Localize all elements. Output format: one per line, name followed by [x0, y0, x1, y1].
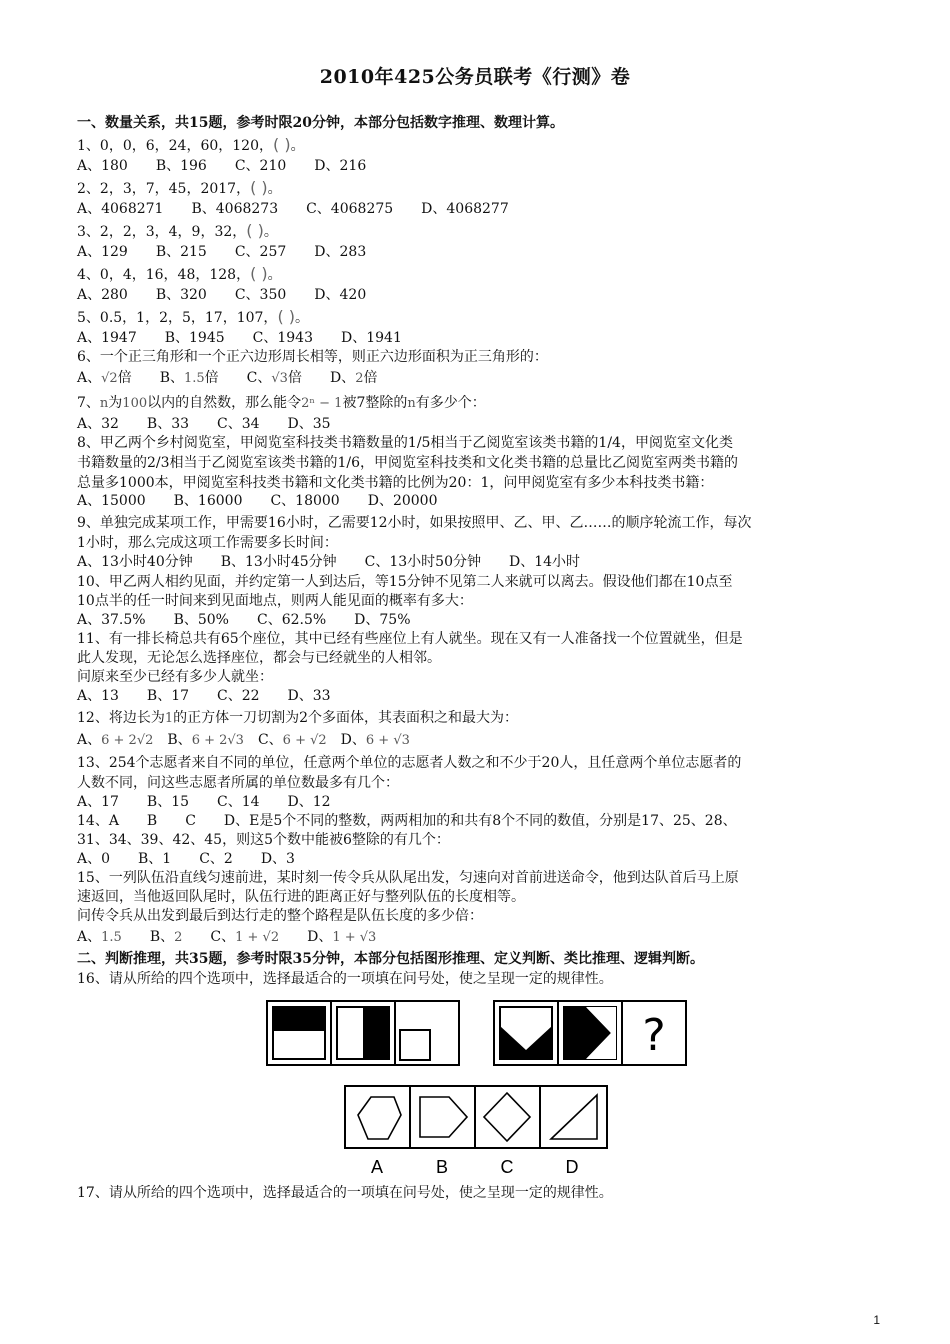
- option-unit: 倍: [363, 370, 378, 386]
- question-15-options: [77, 928, 376, 947]
- option-unit: 倍: [287, 370, 302, 386]
- text-segment: 12、将边长为: [77, 710, 165, 726]
- option-value-math: √2: [101, 371, 118, 386]
- figure-group-2: [494, 1001, 686, 1065]
- question-3-text: 3、2，2，3，4，9，32，: [77, 224, 247, 240]
- question-13-line-2: 人数不同，问这些志愿者所属的单位数最多有几个：: [77, 775, 399, 791]
- question-17: 17、请从所给的四个选项中，选择最适合的一项填在问号处，使之呈现一定的规律性。: [77, 1185, 613, 1201]
- question-10-line-2: 10点半的任一时间来到见面地点，则两人能见面的概率有多大：: [77, 593, 473, 609]
- question-15-line-1: 15、一列队伍沿直线匀速前进，某时刻一传令兵从队尾出发，匀速向对首前进送命令，他到达队首后马上原: [77, 870, 739, 886]
- question-15-line-2: 速返回，当他返回队尾时，队伍行进的距离正好与整列队伍的长度相等。: [77, 889, 525, 905]
- question-10-line-1: 10、甲乙两人相约见面，并约定第一人到达后，等15分钟不见第二人来就可以离去。假设他们都在10点至: [77, 574, 733, 590]
- question-14-line-2: 31、34、39、42、45，则这5个数中能被6整除的有几个：: [77, 832, 450, 848]
- option-label: C、: [257, 732, 283, 748]
- option-label-d: D: [565, 1157, 579, 1177]
- period: 。: [290, 138, 305, 154]
- question-14-options: A、0 B、1 C、2 D、3: [77, 851, 295, 867]
- blank-paren: ( ): [277, 307, 296, 326]
- text-segment: 的正方体一刀切割为2个多面体，其表面积之和最大为：: [173, 710, 519, 726]
- option-label: D、: [307, 929, 333, 945]
- question-9-options: A、13小时40分钟 B、13小时45分钟 C、13小时50分钟 D、14小时: [77, 554, 581, 570]
- option-value-math: 1.5: [183, 371, 205, 386]
- question-4-text: 4、0，4，16，48，128，: [77, 267, 251, 283]
- option-value-math: 2: [355, 371, 364, 386]
- question-11-line-1: 11、有一排长椅总共有65个座位，其中已经有些座位上有人就坐。现在又有一人准备找一个位置就坐，但是: [77, 631, 743, 647]
- option-value-math: 1 + √2: [235, 930, 280, 945]
- question-5-options: A、1947 B、1945 C、1943 D、1941: [77, 330, 402, 346]
- question-4: [77, 265, 282, 284]
- page-number: 1: [873, 1313, 880, 1327]
- figure-options: [344, 1085, 609, 1177]
- option-value-math: 2: [174, 930, 183, 945]
- blank-paren: ( ): [250, 178, 268, 197]
- math-n: n: [407, 396, 416, 411]
- option-value-math: 1.5: [101, 930, 122, 945]
- option-unit: 倍: [204, 370, 219, 386]
- option-value-math: 6 + 2√2: [101, 733, 154, 748]
- option-label: A、: [77, 732, 102, 748]
- option-label-b: B: [435, 1157, 449, 1177]
- option-label: A、: [77, 370, 102, 386]
- question-9-line-1: 9、单独完成某项工作，甲需要16小时，乙需要12小时，如果按照甲、乙、甲、乙……的顺序轮流工作，每次: [77, 515, 752, 531]
- option-label-a: A: [370, 1157, 384, 1177]
- question-16: 16、请从所给的四个选项中，选择最适合的一项填在问号处，使之呈现一定的规律性。: [77, 971, 613, 987]
- question-mark: ?: [642, 1010, 666, 1061]
- question-11-line-2: 此人发现，无论怎么选择座位，都会与已经就坐的人相邻。: [77, 650, 441, 666]
- question-2-text: 2、2，3，7，45，2017，: [77, 181, 251, 197]
- question-14-line-1: 14、A B C D、E是5个不同的整数，两两相加的和共有8个不同的数值，分别是17、25、28、: [77, 813, 737, 829]
- question-1-options: A、180 B、196 C、210 D、216: [77, 158, 367, 174]
- question-3: [77, 222, 278, 241]
- option-label: A、: [77, 929, 102, 945]
- question-10-options: A、37.5% B、50% C、62.5% D、75%: [77, 612, 411, 628]
- question-12-options: [77, 731, 410, 750]
- question-7: [77, 394, 486, 413]
- filled-top-half: [273, 1007, 325, 1031]
- blank-paren: ( ): [246, 221, 264, 240]
- question-7-options: A、32 B、33 C、34 D、35: [77, 416, 331, 432]
- option-b-shape: [420, 1097, 467, 1137]
- small-square: [400, 1030, 430, 1060]
- question-15-line-3: 问传令兵从出发到最后到达行走的整个路程是队伍长度的多少倍：: [77, 908, 483, 924]
- question-2-options: A、4068271 B、4068273 C、4068275 D、4068277: [77, 201, 509, 217]
- option-value-math: 6 + 2√3: [191, 733, 244, 748]
- question-13-line-1: 13、254个志愿者来自不同的单位，任意两个单位的志愿者人数之和不少于20人，且任意两个单位志愿者的: [77, 755, 742, 771]
- option-value-math: 1 + √3: [332, 930, 377, 945]
- text-segment: 有多少个：: [415, 395, 486, 411]
- math-n: n: [99, 396, 109, 411]
- option-label: C、: [246, 370, 272, 386]
- question-8-options: A、15000 B、16000 C、18000 D、20000: [77, 493, 438, 509]
- filled-right-half: [363, 1007, 389, 1059]
- option-label: C、: [210, 929, 236, 945]
- question-5-text: 5、0.5，1，2，5，17，107，: [77, 310, 278, 326]
- option-unit: 倍: [117, 370, 132, 386]
- question-9-line-2: 1小时，那么完成这项工作需要多长时间：: [77, 535, 338, 551]
- text-segment: 以内的自然数，那么能令: [147, 395, 302, 411]
- question-3-options: A、129 B、215 C、257 D、283: [77, 244, 367, 260]
- question-13-options: A、17 B、15 C、14 D、12: [77, 794, 331, 810]
- blank-paren: ( ): [250, 264, 268, 283]
- option-label: B、: [159, 370, 184, 386]
- option-value-math: √3: [271, 371, 288, 386]
- section2-heading: 二、判断推理，共35题，参考时限35分钟，本部分包括图形推理、定义判断、类比推理、逻辑判断。: [77, 951, 704, 967]
- option-c-shape: [484, 1093, 530, 1141]
- option-d-shape: [551, 1095, 597, 1139]
- question-7-num: 7、: [77, 395, 100, 411]
- option-label: B、: [167, 732, 192, 748]
- option-a-shape: [358, 1097, 401, 1139]
- question-1: [77, 136, 305, 155]
- period: 。: [267, 267, 282, 283]
- option-value-math: 6 + √2: [282, 733, 327, 748]
- period: 。: [267, 181, 282, 197]
- question-8-line-1: 8、甲乙两个乡村阅览室，甲阅览室科技类书籍数量的1/5相当于乙阅览室该类书籍的1/4，甲阅览室文化类: [77, 435, 733, 451]
- option-value-math: 6 + √3: [365, 733, 410, 748]
- question-4-options: A、280 B、320 C、350 D、420: [77, 287, 367, 303]
- question-2: [77, 179, 282, 198]
- question-8-line-2: 书籍数量的2/3相当于乙阅览室该类书籍的1/6，甲阅览室科技类和文化类书籍的总量比乙阅览室两类书籍的: [77, 455, 739, 471]
- question-6: 6、一个正三角形和一个正六边形周长相等，则正六边形面积为正三角形的：: [77, 349, 548, 365]
- math-100: 100: [122, 396, 148, 411]
- figure-sequence: [266, 1000, 691, 1066]
- page-title: 2010年425公务员联考《行测》卷: [319, 66, 631, 88]
- question-11-line-3: 问原来至少已经有多少人就坐：: [77, 669, 273, 685]
- math-expression: 2ⁿ − 1: [301, 396, 343, 411]
- question-6-options: [77, 369, 377, 388]
- question-12: [77, 709, 518, 728]
- section1-heading: 一、数量关系，共15题，参考时限20分钟，本部分包括数字推理、数理计算。: [77, 115, 564, 131]
- period: 。: [263, 224, 278, 240]
- question-5: [77, 308, 309, 327]
- question-8-line-3: 总量多1000本，甲阅览室科技类书籍和文化类书籍的比例为20：1，问甲阅览室有多少本科技类书籍：: [77, 475, 714, 491]
- period: 。: [295, 310, 310, 326]
- option-label: B、: [149, 929, 175, 945]
- option-label: D、: [340, 732, 366, 748]
- option-label: D、: [329, 370, 356, 386]
- question-1-text: 1、0，0，6，24，60，120，: [77, 138, 273, 154]
- option-label-c: C: [500, 1157, 514, 1177]
- math-1: 1: [164, 711, 174, 726]
- question-11-options: A、13 B、17 C、22 D、33: [77, 688, 331, 704]
- text-segment: 被7整除的: [342, 395, 408, 411]
- text-segment: 为: [108, 395, 123, 411]
- blank-paren: ( ): [272, 135, 291, 154]
- figure-group-1: [267, 1001, 459, 1065]
